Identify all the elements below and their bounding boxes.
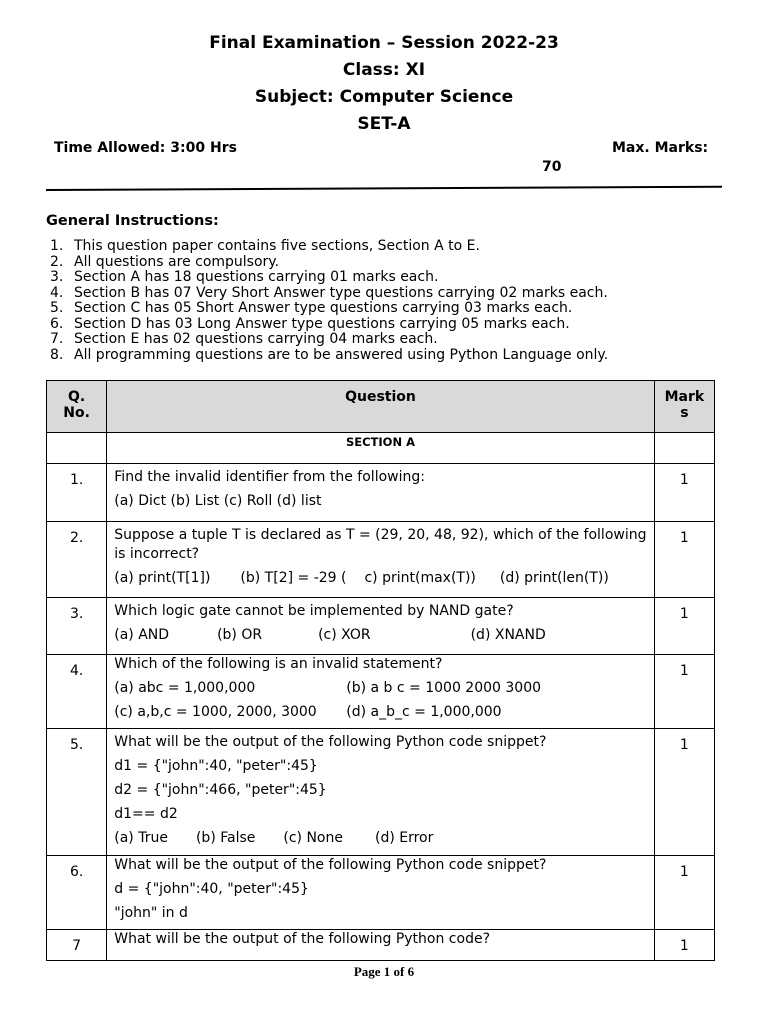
max-marks-value: 70	[542, 159, 562, 175]
question-options: (a) print(T[1]) (b) T[2] = -29 ( c) print(max(T)) (d) print(len(T))	[114, 570, 609, 586]
question-marks: 1	[654, 655, 714, 729]
header-divider	[46, 186, 722, 191]
code-line: d1 = {"john":40, "peter":45}	[114, 758, 318, 774]
instruction-item: 7. Section E has 02 questions carrying 04 marks each.	[50, 331, 438, 347]
table-row	[47, 856, 715, 930]
question-cell	[107, 856, 654, 930]
question-marks: 1	[654, 930, 714, 961]
question-text: Suppose a tuple T is declared as T = (29, 20, 48, 92), which of the following is incorrect?	[114, 527, 647, 562]
code-line: d2 = {"john":466, "peter":45}	[114, 782, 327, 798]
set-label: SET-A	[357, 114, 411, 134]
table-row	[47, 655, 715, 729]
time-allowed: Time Allowed: 3:00 Hrs	[54, 140, 237, 156]
question-cell	[107, 522, 654, 598]
question-options: (a) AND (b) OR (c) XOR (d) XNAND	[114, 627, 546, 643]
instruction-item: 2. All questions are compulsory.	[50, 253, 280, 270]
question-options: (c) a,b,c = 1000, 2000, 3000 (d) a_b_c = 1,000,000	[114, 704, 502, 720]
instructions-list	[50, 239, 608, 363]
instruction-item: 8. All programming questions are to be answered using Python Language only.	[50, 346, 609, 363]
question-text: What will be the output of the following Python code snippet?	[114, 734, 547, 750]
question-marks: 1	[654, 729, 714, 856]
question-marks: 1	[654, 522, 714, 598]
instruction-item: 4. Section B has 07 Very Short Answer type questions carrying 02 marks each.	[50, 284, 608, 301]
section-a-title: SECTION A	[107, 433, 654, 464]
instruction-item: 1. This question paper contains five sections, Section A to E.	[50, 238, 480, 254]
question-text: Which of the following is an invalid statement?	[114, 656, 443, 672]
page-number: Page 1 of 6	[353, 964, 415, 979]
section-row	[47, 433, 715, 464]
question-marks: 1	[654, 464, 714, 522]
exam-title: Final Examination – Session 2022-23	[209, 33, 559, 53]
code-line: d = {"john":40, "peter":45}	[114, 881, 309, 897]
table-row	[47, 729, 715, 856]
code-line: d1== d2	[114, 806, 178, 822]
subject-label: Subject: Computer Science	[254, 87, 514, 107]
code-line: "john" in d	[114, 905, 188, 921]
question-cell	[107, 729, 654, 856]
table-header-row	[47, 381, 715, 433]
instructions-title: General Instructions:	[46, 213, 219, 229]
max-marks-label: Max. Marks:	[612, 140, 709, 156]
question-table	[46, 380, 715, 961]
table-row	[47, 522, 715, 598]
question-number: 3.	[47, 598, 107, 655]
question-text: What will be the output of the following Python code?	[114, 931, 491, 947]
table-row	[47, 930, 715, 961]
question-cell	[107, 598, 654, 655]
instruction-item: 3. Section A has 18 questions carrying 01 marks each.	[50, 269, 439, 285]
question-text: What will be the output of the following Python code snippet?	[114, 857, 547, 873]
exam-header	[0, 30, 768, 138]
instruction-item: 5. Section C has 05 Short Answer type questions carrying 03 marks each.	[50, 300, 573, 316]
question-marks: 1	[654, 598, 714, 655]
question-options: (a) Dict (b) List (c) Roll (d) list	[114, 493, 322, 509]
question-cell	[107, 464, 654, 522]
question-options: (a) abc = 1,000,000 (b) a b c = 1000 2000 3000	[114, 680, 542, 696]
question-number: 4.	[47, 655, 107, 729]
class-label: Class: XI	[342, 60, 426, 80]
instruction-item: 6. Section D has 03 Long Answer type questions carrying 05 marks each.	[50, 315, 570, 332]
qno-header: Q. No.	[47, 381, 107, 433]
question-cell	[107, 655, 654, 729]
question-marks: 1	[654, 856, 714, 930]
table-row	[47, 598, 715, 655]
question-options: (a) True (b) False (c) None (d) Error	[114, 830, 434, 846]
question-number: 6.	[47, 856, 107, 930]
table-row	[47, 464, 715, 522]
question-number: 1.	[47, 464, 107, 522]
question-header: Question	[107, 381, 654, 433]
question-number: 5.	[47, 729, 107, 856]
question-text: Which logic gate cannot be implemented by NAND gate?	[114, 603, 514, 619]
question-number: 7	[47, 930, 107, 961]
question-number: 2.	[47, 522, 107, 598]
question-text: Find the invalid identifier from the following:	[114, 469, 425, 485]
marks-header: Mark s	[654, 381, 714, 433]
question-cell	[107, 930, 654, 961]
